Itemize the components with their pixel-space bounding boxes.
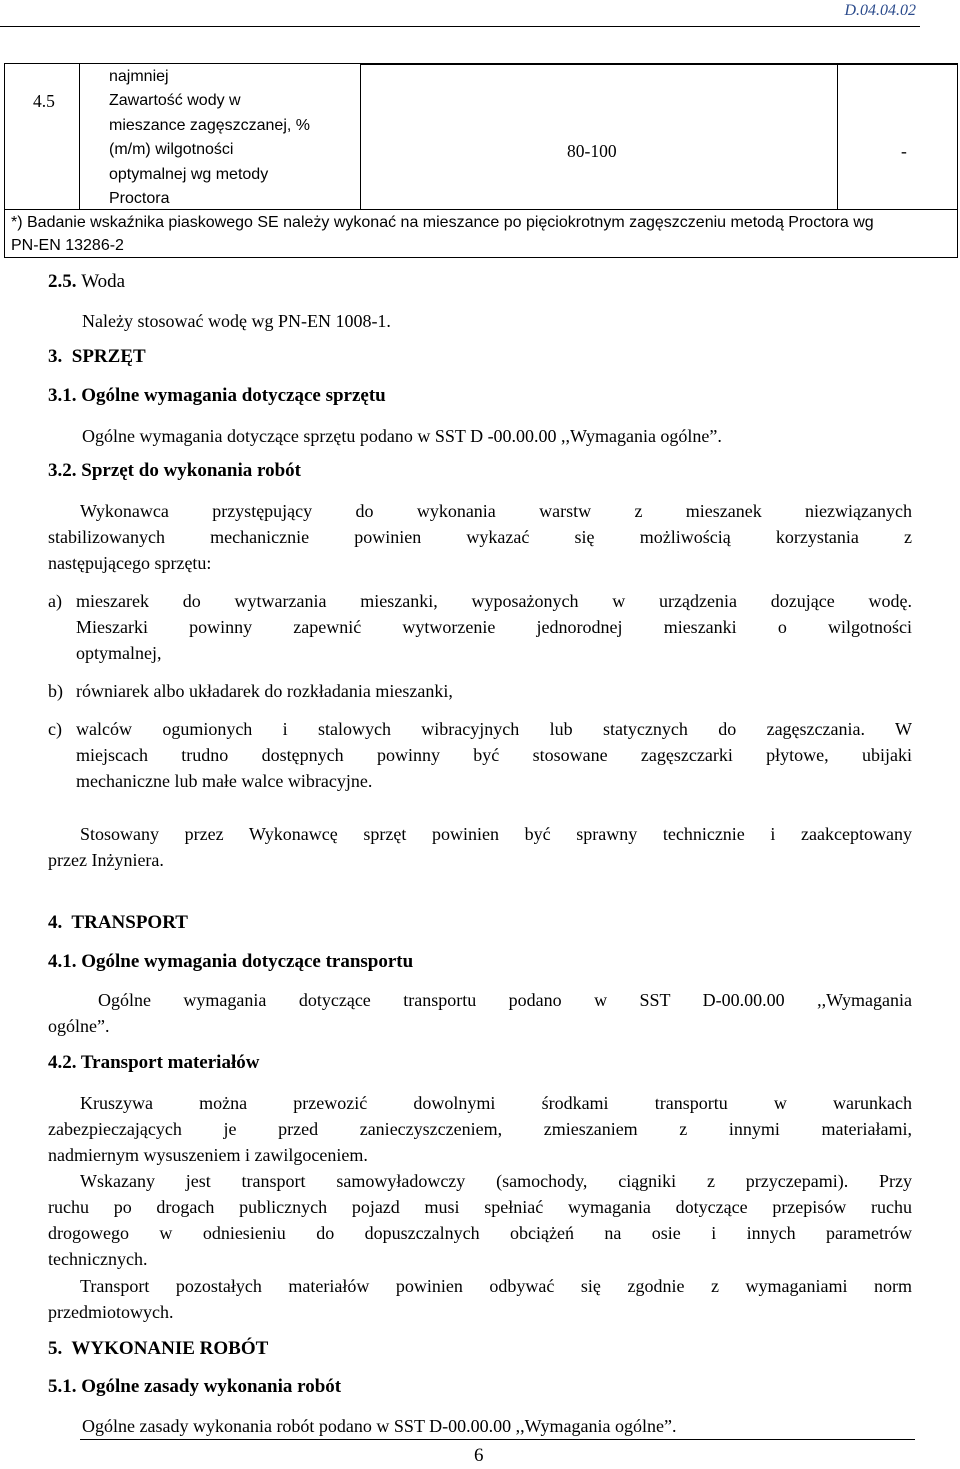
header-rule: [0, 26, 920, 27]
table-row-divider: [360, 64, 957, 65]
section-2-5-text: Należy stosować wodę wg PN-EN 1008-1.: [82, 311, 391, 331]
section-3-1-text: Ogólne wymagania dotyczące sprzętu podano w SST D -00.00.00 ,,Wymagania ogólne”.: [82, 426, 722, 446]
document-code: D.04.04.02: [844, 2, 916, 19]
section-2-5-heading: 2.5. Woda: [48, 271, 126, 292]
properties-table: [4, 63, 958, 258]
list-item-b: równiarek albo układarek do rozkładania mieszanki,: [76, 681, 453, 701]
section-3-1-heading: 3.1. Ogólne wymagania dotyczące sprzętu: [48, 385, 386, 406]
table-prev-text: najmniej: [109, 68, 169, 85]
table-col-divider: [360, 64, 361, 209]
table-footnote: *) Badanie wskaźnika piaskowego SE należy wykonać na mieszance po pięciokrotnym zagęszczeniu metodą Proctora wg PN-EN 13286-2: [11, 214, 874, 254]
table-row-value: 80-100: [567, 141, 617, 161]
section-3-heading: 3. SPRZĘT: [48, 346, 146, 367]
table-col-divider: [79, 64, 80, 209]
table-row-description: Zawartość wody w mieszance zagęszczanej, % (m/m) wilgotności optymalnej wg metody Proctora: [109, 92, 310, 207]
section-4-2-paragraph-1: Kruszywa można przewozić dowolnymi środkami transportu w warunkach zabezpieczających je przed zanieczyszczeniem, zmieszaniem z innymi materiałami, nadmiernym wysuszeniem i zawilgoceniem.: [48, 1093, 912, 1165]
section-5-heading: 5. WYKONANIE ROBÓT: [48, 1338, 269, 1359]
section-4-2-paragraph-3: Transport pozostałych materiałów powinien odbywać się zgodnie z wymaganiami norm przedmiotowych.: [48, 1276, 912, 1322]
list-label-b: b): [48, 681, 63, 701]
footer-rule: [80, 1439, 915, 1440]
table-row-value2: -: [901, 141, 907, 161]
section-5-1-heading: 5.1. Ogólne zasady wykonania robót: [48, 1376, 342, 1397]
table-col-divider: [837, 64, 838, 209]
list-label-a: a): [48, 591, 62, 611]
section-5-1-text: Ogólne zasady wykonania robót podano w SST D-00.00.00 ,,Wymagania ogólne”.: [82, 1416, 677, 1436]
section-4-1-text: Ogólne wymagania dotyczące transportu podano w SST D-00.00.00 ,,Wymagania ogólne”.: [48, 990, 912, 1036]
table-row-number: 4.5: [33, 91, 55, 111]
list-item-c: walców ogumionych i stalowych wibracyjnych lub statycznych do zagęszczania. W miejscach trudno dostępnych powinny być stosowane zagęszczarki płytowe, ubijaki mechaniczne lub małe walce wibracyjne.: [76, 719, 912, 791]
page-number: 6: [474, 1445, 484, 1466]
section-4-2-heading: 4.2. Transport materiałów: [48, 1052, 260, 1073]
section-4-1-heading: 4.1. Ogólne wymagania dotyczące transportu: [48, 951, 414, 972]
list-label-c: c): [48, 719, 62, 739]
section-3-2-closing: Stosowany przez Wykonawcę sprzęt powinien być sprawny technicznie i zaakceptowany przez Inżyniera.: [48, 824, 912, 870]
list-item-a: mieszarek do wytwarzania mieszanki, wyposażonych w urządzenia dozujące wodę. Mieszarki powinny zapewnić wytworzenie jednorodnej mieszanki o wilgotności optymalnej,: [76, 591, 912, 663]
section-3-2-heading: 3.2. Sprzęt do wykonania robót: [48, 460, 302, 481]
section-3-2-paragraph: Wykonawca przystępujący do wykonania warstw z mieszanek niezwiązanych stabilizowanych mechanicznie powinien wykazać się możliwością korzystania z następującego sprzętu:: [48, 501, 912, 573]
section-4-2-paragraph-2: Wskazany jest transport samowyładowczy (samochody, ciągniki z przyczepami). Przy ruchu po drogach publicznych pojazd musi spełniać wymagania dotyczące przepisów ruchu drogowego w odniesieniu do dopuszczalnych obciążeń na osie i innych parametrów technicznych.: [48, 1171, 912, 1269]
section-4-heading: 4. TRANSPORT: [48, 912, 188, 933]
